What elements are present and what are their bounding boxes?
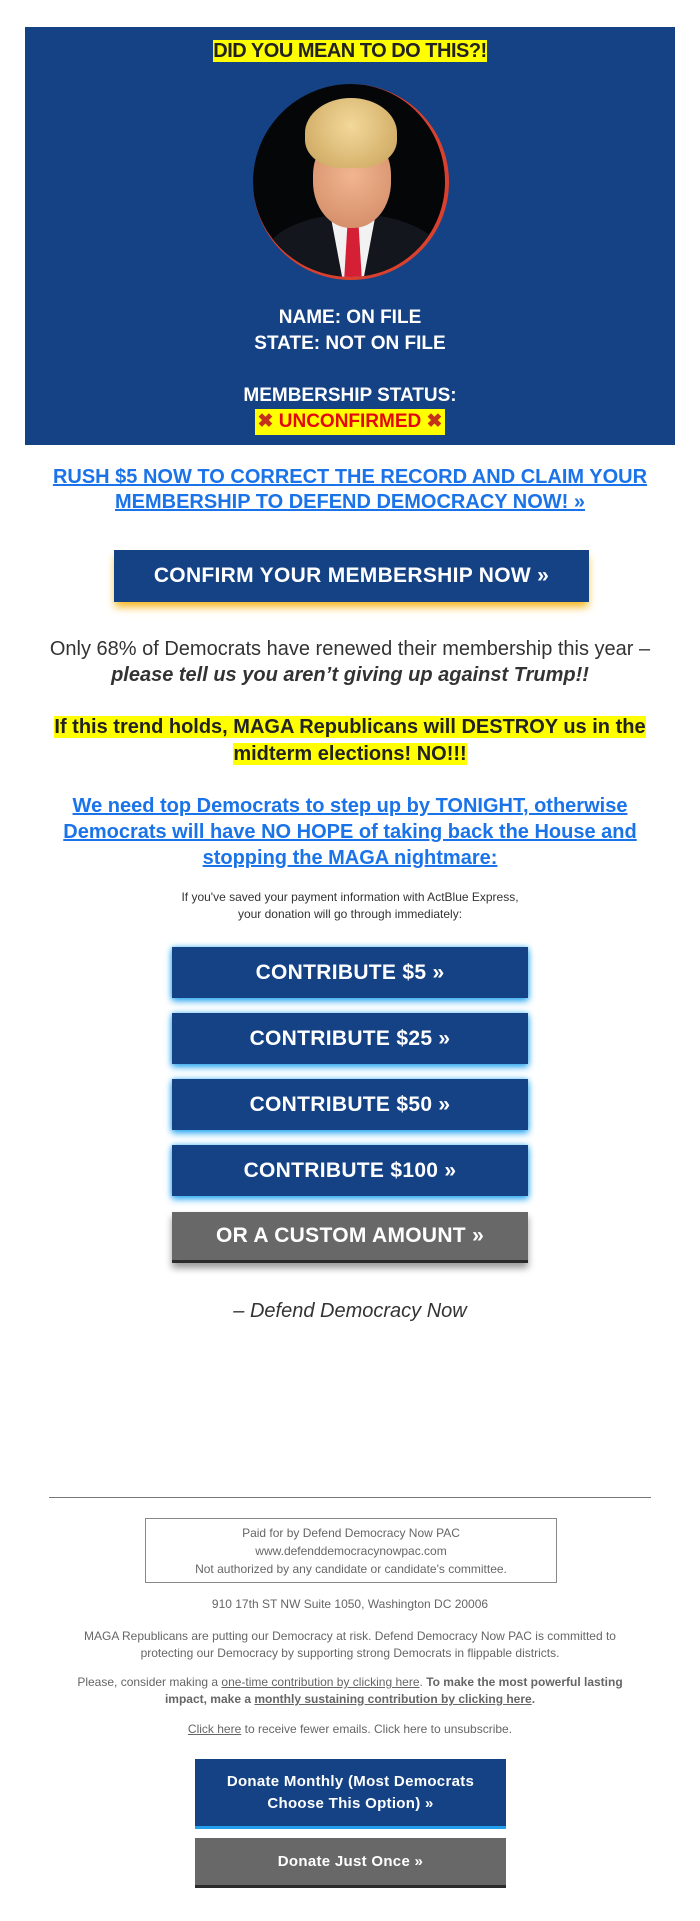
membership-hero <box>25 27 675 445</box>
actblue-note: If you've saved your payment information with ActBlue Express, your donation will go through immediately: <box>181 890 519 921</box>
confirm-membership-button[interactable]: CONFIRM YOUR MEMBERSHIP NOW » <box>114 550 589 602</box>
need-link-wrap <box>0 793 700 871</box>
portrait-photo <box>253 84 449 280</box>
hero-title <box>25 40 675 63</box>
trend-line-2: midterm elections! NO!!! <box>233 743 467 765</box>
hero-title-text: DID YOU MEAN TO DO THIS?! <box>213 40 487 62</box>
state-line: STATE: NOT ON FILE <box>254 333 446 354</box>
record-info <box>25 305 675 357</box>
paid-for-text: Paid for by Defend Democracy Now PAC <box>242 1526 460 1540</box>
please-text: Please, consider making a <box>77 1675 222 1689</box>
unsubscribe-text[interactable]: to receive fewer emails. Click here to unsubscribe. <box>241 1722 513 1736</box>
monthly-link[interactable]: monthly sustaining contribution by clicking here <box>254 1692 532 1706</box>
trend-line-1: If this trend holds, MAGA Republicans will DESTROY us in the <box>54 716 646 738</box>
contribution-prompt <box>0 1674 700 1708</box>
fewer-emails-link[interactable]: Click here <box>187 1722 242 1736</box>
rush-link[interactable]: RUSH $5 NOW TO CORRECT THE RECORD AND CLAIM YOUR MEMBERSHIP TO DEFEND DEMOCRACY NOW! » <box>52 466 648 513</box>
donate-once-button[interactable]: Donate Just Once » <box>195 1838 506 1888</box>
one-time-link[interactable]: one-time contribution by clicking here <box>221 1675 420 1689</box>
website-text: www.defenddemocracynowpac.com <box>255 1544 447 1558</box>
lasting-impact-text: To make the most powerful lasting impact, make a <box>164 1675 623 1706</box>
period: . <box>531 1692 536 1706</box>
cross-mark-icon: ✖ <box>257 411 274 432</box>
need-link[interactable]: We need top Democrats to step up by TONIGHT, otherwise Democrats will have NO HOPE of taking back the House and stopping the MAGA nightmare: <box>63 795 637 869</box>
mission-text: MAGA Republicans are putting our Democracy at risk. Defend Democracy Now PAC is committed to protecting our Democracy by supporting strong Democrats in flippable districts. <box>84 1629 616 1660</box>
status-text: UNCONFIRMED <box>278 411 422 432</box>
contribute-25-button[interactable]: CONTRIBUTE $25 » <box>172 1013 528 1064</box>
rush-link-wrap <box>0 465 700 515</box>
custom-amount-button[interactable]: OR A CUSTOM AMOUNT » <box>172 1212 528 1263</box>
address: 910 17th ST NW Suite 1050, Washington DC 20006 <box>211 1597 489 1611</box>
membership-status <box>25 383 675 435</box>
renewal-stat: Only 68% of Democrats have renewed their membership this year – <box>49 638 651 660</box>
renewal-text <box>0 636 700 688</box>
period: . <box>419 1675 423 1689</box>
not-authorized-text: Not authorized by any candidate or candidate's committee. <box>195 1562 507 1576</box>
contribute-50-button[interactable]: CONTRIBUTE $50 » <box>172 1079 528 1130</box>
trend-warning <box>0 714 700 768</box>
renewal-plea: please tell us you aren’t giving up against Trump!! <box>111 664 589 686</box>
name-line: NAME: ON FILE <box>278 307 422 328</box>
contribute-100-button[interactable]: CONTRIBUTE $100 » <box>172 1145 528 1196</box>
signature: – Defend Democracy Now <box>233 1300 467 1322</box>
contribute-5-button[interactable]: CONTRIBUTE $5 » <box>172 947 528 998</box>
status-badge <box>255 409 446 435</box>
membership-label: MEMBERSHIP STATUS: <box>243 385 457 406</box>
cross-mark-icon: ✖ <box>426 411 443 432</box>
footer-divider <box>49 1497 651 1498</box>
donate-monthly-button[interactable]: Donate Monthly (Most Democrats Choose This Option) » <box>195 1759 506 1829</box>
email-prefs <box>0 1721 700 1738</box>
paid-for-box <box>145 1518 557 1583</box>
